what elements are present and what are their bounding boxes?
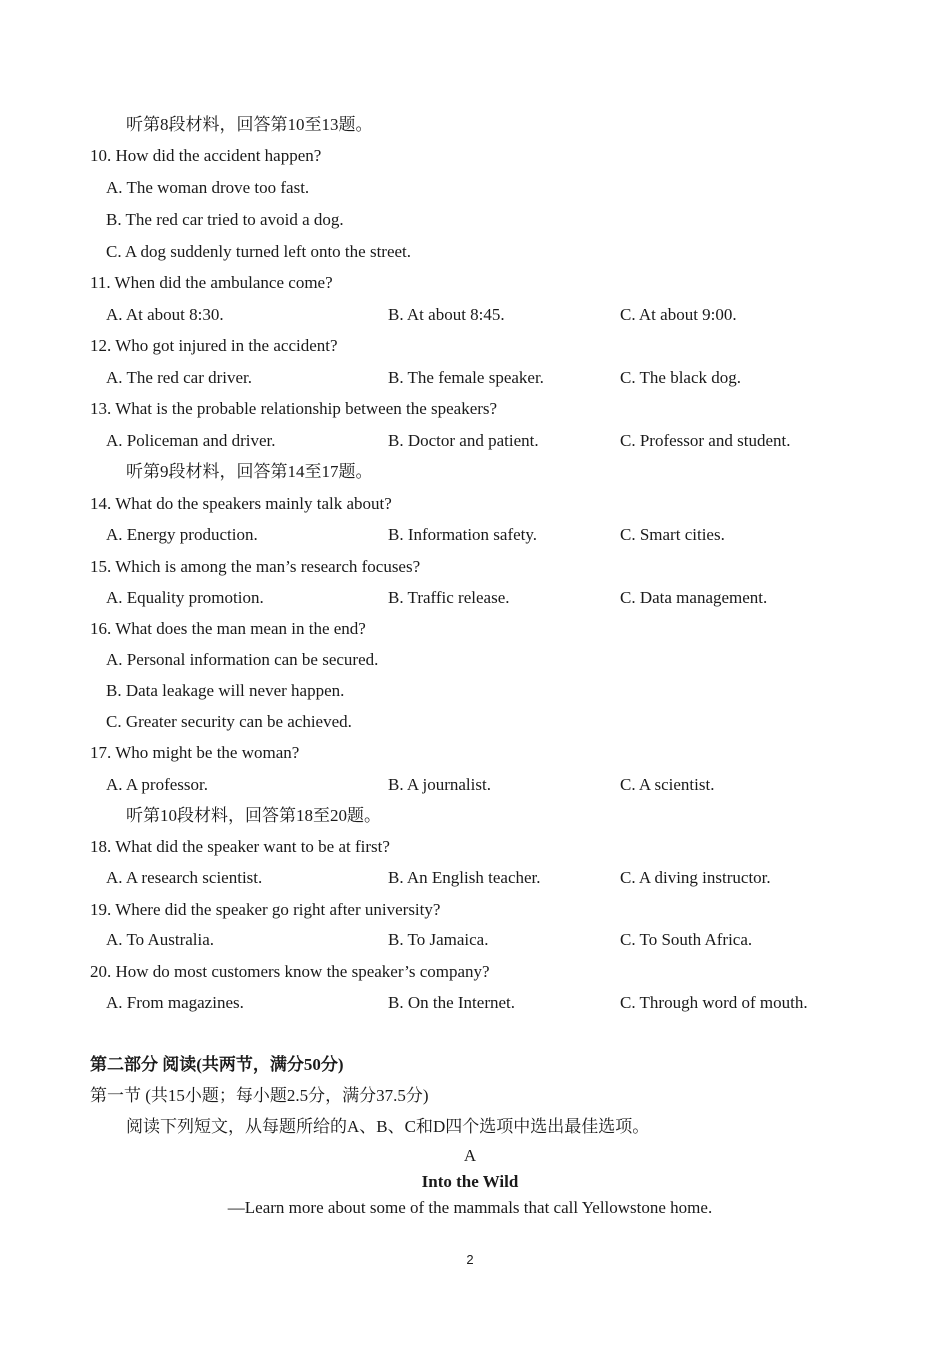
question-15-option-b: B. Traffic release. [388,588,510,607]
question-17-option-c: C. A scientist. [620,775,715,794]
section9-intro: 听第9段材料，回答第14至17题。 [126,462,373,481]
question-13-option-c: C. Professor and student. [620,431,791,450]
question-20-option-a: A. From magazines. [106,993,244,1012]
question-11-option-b: B. At about 8:45. [388,305,505,324]
question-15-stem: 15. Which is among the man’s research focuses? [90,557,421,576]
question-16-option-a: A. Personal information can be secured. [106,650,379,669]
question-18-option-a: A. A research scientist. [106,868,263,887]
question-17-stem: 17. Who might be the woman? [90,743,300,762]
question-19-option-c: C. To South Africa. [620,930,753,949]
question-13-stem: 13. What is the probable relationship between the speakers? [90,399,498,418]
question-20-option-c: C. Through word of mouth. [620,993,808,1012]
question-16-stem: 16. What does the man mean in the end? [90,619,366,638]
question-12-option-b: B. The female speaker. [388,368,544,387]
question-10-option-a: A. The woman drove too fast. [106,178,310,197]
question-18-stem: 18. What did the speaker want to be at first? [90,837,390,856]
question-12-stem: 12. Who got injured in the accident? [90,336,338,355]
question-16-option-c: C. Greater security can be achieved. [106,712,352,731]
reading-instruction: 阅读下列短文，从每题所给的A、B、C和D四个选项中选出最佳选项。 [126,1117,650,1136]
question-12-option-a: A. The red car driver. [106,368,253,387]
passage-title: Into the Wild [421,1172,519,1191]
question-11-option-c: C. At about 9:00. [620,305,737,324]
question-15-option-a: A. Equality promotion. [106,588,264,607]
question-12-option-c: C. The black dog. [620,368,742,387]
question-14-option-b: B. Information safety. [388,525,538,544]
question-20-stem: 20. How do most customers know the speaker’s company? [90,962,490,981]
page-number: 2 [466,1252,474,1267]
question-19-stem: 19. Where did the speaker go right after university? [90,900,441,919]
question-17-option-b: B. A journalist. [388,775,491,794]
question-11-option-a: A. At about 8:30. [106,305,224,324]
question-11-stem: 11. When did the ambulance come? [90,273,333,292]
question-16-option-b: B. Data leakage will never happen. [106,681,345,700]
section8-intro: 听第8段材料，回答第10至13题。 [126,115,373,134]
section1-heading: 第一节 (共15小题；每小题2.5分，满分37.5分) [90,1086,429,1105]
passage-subtitle: —Learn more about some of the mammals that call Yellowstone home. [227,1198,713,1217]
question-20-option-b: B. On the Internet. [388,993,515,1012]
passage-letter: A [463,1146,477,1165]
question-18-option-c: C. A diving instructor. [620,868,771,887]
question-13-option-a: A. Policeman and driver. [106,431,276,450]
question-10-stem: 10. How did the accident happen? [90,146,322,165]
part2-heading: 第二部分 阅读(共两节，满分50分) [90,1055,344,1074]
question-13-option-b: B. Doctor and patient. [388,431,539,450]
question-10-option-c: C. A dog suddenly turned left onto the street. [106,242,412,261]
question-10-option-b: B. The red car tried to avoid a dog. [106,210,344,229]
question-15-option-c: C. Data management. [620,588,768,607]
question-19-option-a: A. To Australia. [106,930,215,949]
question-17-option-a: A. A professor. [106,775,208,794]
question-14-option-a: A. Energy production. [106,525,258,544]
question-14-option-c: C. Smart cities. [620,525,725,544]
question-19-option-b: B. To Jamaica. [388,930,489,949]
question-18-option-b: B. An English teacher. [388,868,541,887]
section10-intro: 听第10段材料，回答第18至20题。 [126,806,381,825]
question-14-stem: 14. What do the speakers mainly talk about? [90,494,392,513]
